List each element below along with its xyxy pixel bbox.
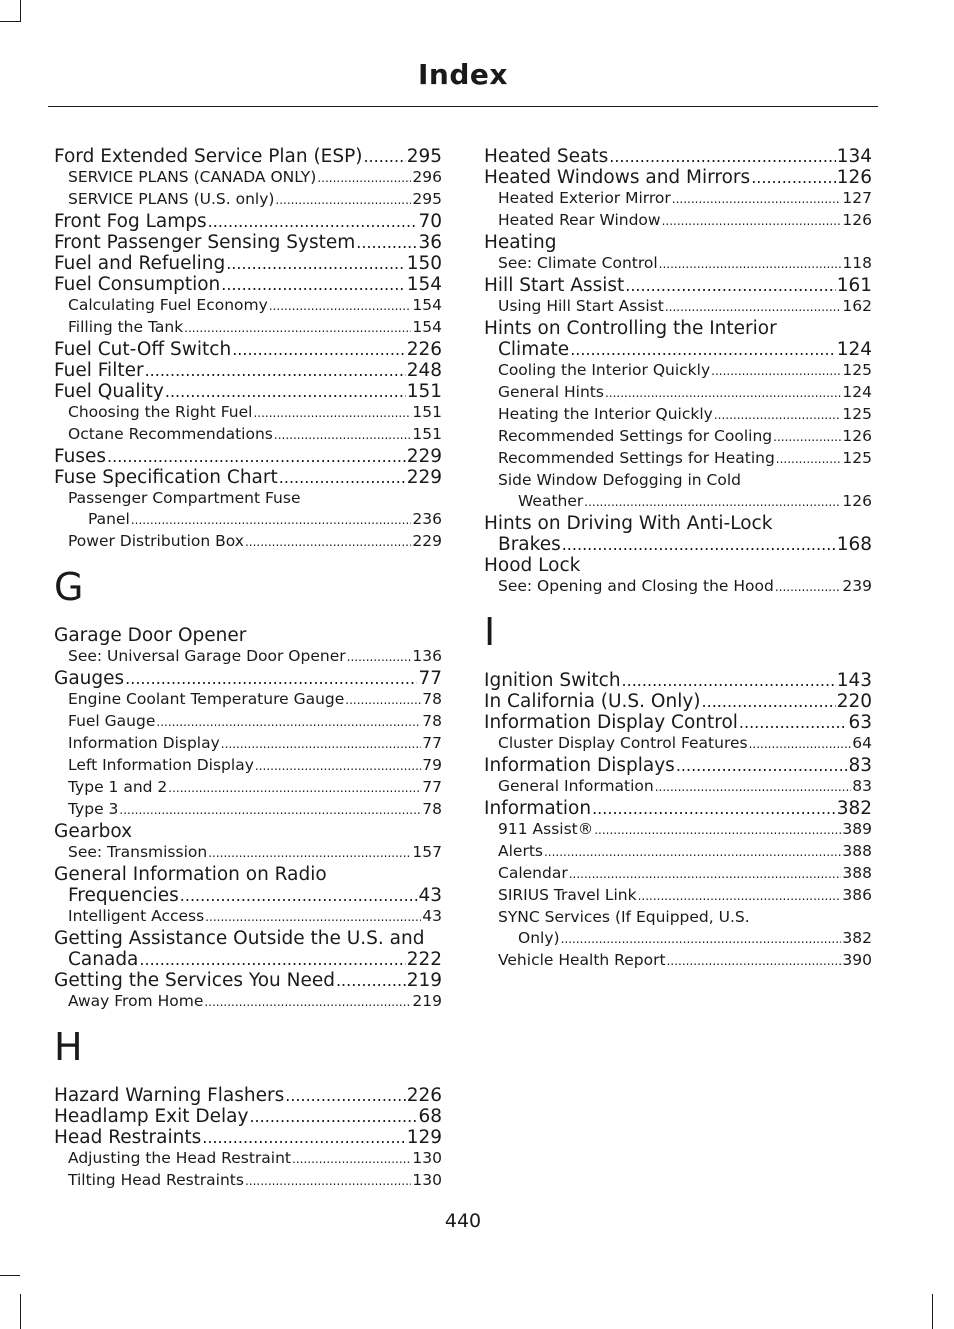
entry-page-number: 78 [422, 712, 442, 730]
index-entry [54, 1085, 442, 1106]
entry-page-number: 118 [842, 254, 872, 272]
index-subentry [54, 295, 442, 317]
index-entry [484, 534, 872, 555]
entry-text: Hill Start Assist [484, 275, 625, 296]
entry-text: General Information on Radio [54, 864, 327, 885]
entry-page-number: 68 [418, 1106, 442, 1127]
entry-text: Hints on Controlling the Interior [484, 318, 777, 339]
entry-page-number: 239 [842, 577, 872, 595]
dot-leader [180, 885, 418, 906]
index-subentry [54, 799, 442, 821]
dot-leader [139, 949, 405, 970]
index-entry [54, 446, 442, 467]
entry-text: Choosing the Right Fuel [68, 403, 253, 421]
entry-text: Heating the Interior Quickly [498, 405, 713, 423]
entry-page-number: 295 [412, 190, 442, 208]
entry-text: See: Universal Garage Door Opener [68, 647, 346, 665]
entry-page-number: 78 [422, 690, 442, 708]
index-entry [54, 467, 442, 488]
index-entry [484, 670, 872, 691]
entry-text: Away From Home [68, 992, 204, 1010]
dot-leader [249, 1106, 417, 1127]
entry-text: Garage Door Opener [54, 625, 247, 646]
dot-leader [739, 712, 848, 733]
entry-text: Fuel Cut-Off Switch [54, 339, 232, 360]
entry-text: Cluster Display Control Features [498, 734, 748, 752]
entry-text: Tilting Head Restraints [68, 1171, 244, 1189]
entry-text: Information Display [68, 734, 220, 752]
index-subentry [484, 885, 872, 907]
entry-text: Fuse Specification Chart [54, 467, 278, 488]
index-column-right [484, 146, 872, 972]
dot-leader [208, 843, 411, 864]
index-entry [54, 1106, 442, 1127]
entry-text: Intelligent Access [68, 907, 205, 925]
index-subentry [484, 928, 872, 950]
entry-page-number: 70 [418, 211, 442, 232]
entry-page-number: 77 [422, 734, 442, 752]
entry-text: Head Restraints [54, 1127, 202, 1148]
entry-page-number: 83 [852, 777, 872, 795]
entry-page-number: 229 [412, 532, 442, 550]
entry-text: Front Fog Lamps [54, 211, 207, 232]
dot-leader [184, 318, 411, 339]
index-entry [54, 253, 442, 274]
dot-leader [285, 1085, 405, 1106]
dot-leader [292, 1149, 411, 1170]
index-entry [54, 928, 442, 949]
entry-text: In California (U.S. Only) [484, 691, 701, 712]
entry-page-number: 382 [842, 929, 872, 947]
index-subentry [54, 646, 442, 668]
entry-page-number: 36 [418, 232, 442, 253]
entry-text: Type 1 and 2 [68, 778, 168, 796]
dot-leader [665, 297, 842, 318]
dot-leader [751, 167, 836, 188]
entry-text: Octane Recommendations [68, 425, 273, 443]
index-subentry [484, 819, 872, 841]
entry-text: Calendar [498, 864, 568, 882]
index-subentry [54, 1148, 442, 1170]
index-subentry [484, 382, 872, 404]
entry-text: Vehicle Health Report [498, 951, 666, 969]
index-subentry [54, 167, 442, 189]
entry-text: General Information [498, 777, 654, 795]
index-subentry [54, 402, 442, 424]
title-rule [48, 106, 878, 107]
entry-page-number: 161 [836, 275, 872, 296]
index-subentry [484, 576, 872, 598]
index-subentry [54, 509, 442, 531]
entry-text: Getting Assistance Outside the U.S. and [54, 928, 425, 949]
entry-text: Information Display Control [484, 712, 738, 733]
entry-page-number: 168 [836, 534, 872, 555]
dot-leader [569, 864, 842, 885]
entry-page-number: 126 [842, 427, 872, 445]
dot-leader [676, 755, 848, 776]
entry-text: Fuses [54, 446, 107, 467]
index-entry [54, 339, 442, 360]
dot-leader [232, 339, 405, 360]
entry-page-number: 63 [848, 712, 872, 733]
entry-text: Alerts [498, 842, 543, 860]
index-subentry [54, 906, 442, 928]
entry-page-number: 222 [406, 949, 442, 970]
entry-page-number: 219 [406, 970, 442, 991]
dot-leader [672, 189, 842, 210]
entry-page-number: 143 [836, 670, 872, 691]
entry-text: Ignition Switch [484, 670, 621, 691]
entry-page-number: 43 [422, 907, 442, 925]
entry-text: Heated Rear Window [498, 211, 661, 229]
entry-text: Information Displays [484, 755, 675, 776]
index-entry [54, 211, 442, 232]
entry-text: See: Opening and Closing the Hood [498, 577, 774, 595]
index-entry [54, 949, 442, 970]
entry-text: Fuel and Refueling [54, 253, 226, 274]
entry-page-number: 154 [406, 274, 442, 295]
index-subentry [54, 424, 442, 446]
dot-leader [255, 756, 421, 777]
entry-page-number: 388 [842, 864, 872, 882]
entry-page-number: 151 [412, 425, 442, 443]
entry-text: Engine Coolant Temperature Gauge [68, 690, 345, 708]
section-letter: H [54, 1025, 83, 1069]
index-subentry [484, 776, 872, 798]
index-subentry [484, 426, 872, 448]
entry-page-number: 150 [406, 253, 442, 274]
index-entry [484, 167, 872, 188]
entry-text: Fuel Filter [54, 360, 144, 381]
dot-leader [711, 361, 841, 382]
index-entry [54, 821, 442, 842]
dot-leader [107, 446, 406, 467]
entry-page-number: 64 [852, 734, 872, 752]
entry-text: Side Window Defogging in Cold [498, 471, 741, 489]
index-column-left [54, 146, 442, 1192]
dot-leader [775, 577, 842, 598]
entry-text: Headlamp Exit Delay [54, 1106, 249, 1127]
index-entry [484, 339, 872, 360]
entry-page-number: 296 [412, 168, 442, 186]
entry-page-number: 126 [842, 492, 872, 510]
dot-leader [655, 777, 852, 798]
entry-page-number: 130 [412, 1149, 442, 1167]
entry-text: Brakes [498, 534, 561, 555]
dot-leader [659, 254, 842, 275]
entry-page-number: 136 [412, 647, 442, 665]
entry-page-number: 134 [836, 146, 872, 167]
dot-leader [221, 274, 405, 295]
dot-leader [561, 929, 842, 950]
dot-leader [253, 403, 411, 424]
entry-text: Cooling the Interior Quickly [498, 361, 711, 379]
dot-leader [131, 510, 412, 531]
entry-text: Getting the Services You Need [54, 970, 335, 991]
index-subentry [54, 777, 442, 799]
entry-page-number: 77 [418, 668, 442, 689]
entry-text: Frequencies [68, 885, 179, 906]
entry-page-number: 220 [836, 691, 872, 712]
dot-leader [570, 339, 835, 360]
entry-page-number: 151 [406, 381, 442, 402]
crop-mark-bottom-right-vertical [932, 1294, 933, 1329]
entry-text: Heated Windows and Mirrors [484, 167, 751, 188]
dot-leader [776, 449, 842, 470]
entry-text: Weather [518, 492, 584, 510]
entry-text: Front Passenger Sensing System [54, 232, 356, 253]
entry-text: Filling the Tank [68, 318, 184, 336]
entry-page-number: 124 [836, 339, 872, 360]
entry-text: SERVICE PLANS (CANADA ONLY) [68, 168, 317, 186]
index-entry [54, 381, 442, 402]
index-entry [484, 712, 872, 733]
entry-page-number: 151 [412, 403, 442, 421]
entry-text: Using Hill Start Assist [498, 297, 664, 315]
entry-page-number: 226 [406, 339, 442, 360]
index-entry [54, 146, 442, 167]
dot-leader [662, 211, 842, 232]
entry-text: Fuel Consumption [54, 274, 221, 295]
page-title: Index [418, 58, 508, 91]
index-entry [54, 232, 442, 253]
dot-leader [156, 712, 421, 733]
entry-page-number: 386 [842, 886, 872, 904]
entry-page-number: 125 [842, 361, 872, 379]
index-subentry [484, 188, 872, 210]
dot-leader [245, 1171, 411, 1192]
entry-page-number: 126 [836, 167, 872, 188]
entry-text: Fuel Gauge [68, 712, 156, 730]
entry-page-number: 154 [412, 296, 442, 314]
entry-text: Only) [518, 929, 560, 947]
index-subentry [54, 755, 442, 777]
dot-leader [622, 670, 836, 691]
entry-page-number: 229 [406, 446, 442, 467]
index-subentry [54, 991, 442, 1013]
crop-mark-top-left-horizontal [0, 21, 20, 22]
index-entry [54, 360, 442, 381]
entry-page-number: 124 [842, 383, 872, 401]
index-subentry [484, 210, 872, 232]
entry-text: Heated Exterior Mirror [498, 189, 671, 207]
entry-text: Gauges [54, 668, 125, 689]
entry-text: Ford Extended Service Plan (ESP) [54, 146, 363, 167]
page-number: 440 [444, 1210, 482, 1232]
index-entry [54, 1127, 442, 1148]
index-entry [54, 885, 442, 906]
index-subentry [54, 842, 442, 864]
entry-page-number: 43 [418, 885, 442, 906]
index-entry [484, 755, 872, 776]
dot-leader [605, 383, 841, 404]
section-letter: G [54, 565, 84, 609]
dot-leader [317, 168, 411, 189]
entry-page-number: 125 [842, 449, 872, 467]
index-subentry [484, 863, 872, 885]
index-entry [54, 864, 442, 885]
index-subentry [484, 733, 872, 755]
dot-leader [125, 668, 417, 689]
entry-page-number: 127 [842, 189, 872, 207]
entry-page-number: 388 [842, 842, 872, 860]
entry-page-number: 162 [842, 297, 872, 315]
index-entry [54, 668, 442, 689]
dot-leader [245, 532, 411, 553]
index-entry [484, 318, 872, 339]
dot-leader [275, 190, 411, 211]
dot-leader [562, 534, 836, 555]
index-subentry [54, 488, 442, 509]
index-subentry [484, 907, 872, 928]
entry-text: Heating [484, 232, 557, 253]
dot-leader [208, 211, 418, 232]
entry-text: Hood Lock [484, 555, 581, 576]
dot-leader [165, 381, 406, 402]
entry-page-number: 125 [842, 405, 872, 423]
entry-page-number: 390 [842, 951, 872, 969]
entry-text: Canada [68, 949, 139, 970]
entry-text: SYNC Services (If Equipped, U.S. [498, 908, 750, 926]
crop-mark-bottom-left-horizontal [0, 1275, 20, 1276]
entry-page-number: 295 [406, 146, 442, 167]
dot-leader [594, 820, 841, 841]
index-subentry [54, 711, 442, 733]
dot-leader [584, 492, 841, 513]
index-subentry [484, 404, 872, 426]
dot-leader [609, 146, 835, 167]
dot-leader [544, 842, 841, 863]
index-subentry [484, 360, 872, 382]
index-entry [484, 146, 872, 167]
entry-text: SIRIUS Travel Link [498, 886, 637, 904]
entry-page-number: 83 [848, 755, 872, 776]
entry-text: 911 Assist® [498, 820, 594, 838]
dot-leader [347, 647, 412, 668]
index-entry [484, 555, 872, 576]
entry-text: See: Climate Control [498, 254, 658, 272]
entry-page-number: 157 [412, 843, 442, 861]
index-subentry [54, 689, 442, 711]
crop-mark-bottom-left-vertical [20, 1294, 21, 1329]
dot-leader [667, 951, 842, 972]
entry-page-number: 130 [412, 1171, 442, 1189]
entry-page-number: 229 [406, 467, 442, 488]
dot-leader [269, 296, 412, 317]
index-entry [54, 274, 442, 295]
dot-leader [336, 970, 406, 991]
index-subentry [484, 253, 872, 275]
entry-page-number: 248 [406, 360, 442, 381]
dot-leader [363, 146, 405, 167]
dot-leader [592, 798, 836, 819]
dot-leader [714, 405, 842, 426]
index-entry [54, 970, 442, 991]
index-entry [484, 232, 872, 253]
entry-text: Passenger Compartment Fuse [68, 489, 301, 507]
entry-text: Information [484, 798, 592, 819]
index-subentry [484, 841, 872, 863]
entry-text: Climate [498, 339, 570, 360]
dot-leader [702, 691, 836, 712]
entry-text: Recommended Settings for Heating [498, 449, 775, 467]
entry-page-number: 389 [842, 820, 872, 838]
entry-page-number: 79 [422, 756, 442, 774]
dot-leader [168, 778, 421, 799]
index-subentry [54, 733, 442, 755]
dot-leader [749, 734, 852, 755]
dot-leader [638, 886, 842, 907]
dot-leader [145, 360, 406, 381]
entry-page-number: 78 [422, 800, 442, 818]
dot-leader [356, 232, 417, 253]
entry-page-number: 382 [836, 798, 872, 819]
entry-page-number: 126 [842, 211, 872, 229]
entry-text: Heated Seats [484, 146, 609, 167]
dot-leader [625, 275, 835, 296]
dot-leader [279, 467, 406, 488]
section-letter: I [484, 610, 496, 654]
index-entry [484, 275, 872, 296]
entry-page-number: 154 [412, 318, 442, 336]
dot-leader [773, 427, 841, 448]
index-entry [484, 513, 872, 534]
index-subentry [54, 1170, 442, 1192]
entry-page-number: 129 [406, 1127, 442, 1148]
entry-text: Adjusting the Head Restraint [68, 1149, 292, 1167]
entry-page-number: 226 [406, 1085, 442, 1106]
index-entry [484, 691, 872, 712]
entry-page-number: 236 [412, 510, 442, 528]
dot-leader [119, 800, 421, 821]
index-entry [484, 798, 872, 819]
crop-mark-top-left-vertical [20, 0, 21, 22]
index-subentry [484, 296, 872, 318]
entry-text: General Hints [498, 383, 604, 401]
entry-text: Power Distribution Box [68, 532, 244, 550]
entry-page-number: 219 [412, 992, 442, 1010]
entry-text: SERVICE PLANS (U.S. only) [68, 190, 275, 208]
entry-text: Type 3 [68, 800, 119, 818]
index-subentry [484, 448, 872, 470]
entry-text: Left Information Display [68, 756, 254, 774]
entry-text: See: Transmission [68, 843, 208, 861]
entry-text: Hazard Warning Flashers [54, 1085, 285, 1106]
dot-leader [221, 734, 421, 755]
entry-text: Calculating Fuel Economy [68, 296, 268, 314]
index-subentry [484, 470, 872, 491]
dot-leader [205, 907, 421, 928]
entry-text: Panel [88, 510, 130, 528]
dot-leader [345, 690, 421, 711]
dot-leader [226, 253, 405, 274]
entry-page-number: 77 [422, 778, 442, 796]
index-subentry [54, 531, 442, 553]
dot-leader [274, 425, 412, 446]
entry-text: Gearbox [54, 821, 133, 842]
index-subentry [484, 491, 872, 513]
index-subentry [484, 950, 872, 972]
index-subentry [54, 189, 442, 211]
entry-text: Hints on Driving With Anti-Lock [484, 513, 773, 534]
dot-leader [202, 1127, 405, 1148]
entry-text: Recommended Settings for Cooling [498, 427, 773, 445]
entry-text: Fuel Quality [54, 381, 164, 402]
index-subentry [54, 317, 442, 339]
dot-leader [204, 992, 411, 1013]
index-entry [54, 625, 442, 646]
